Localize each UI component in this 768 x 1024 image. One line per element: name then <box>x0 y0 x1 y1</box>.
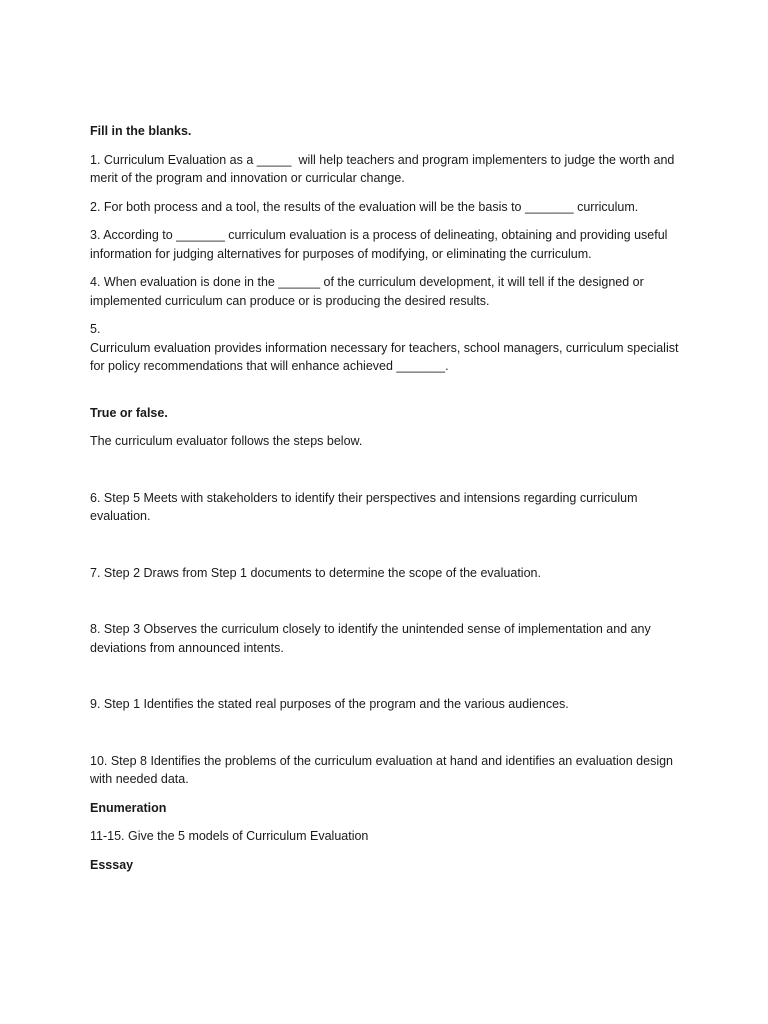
question-1: 1. Curriculum Evaluation as a _____ will help teachers and program implementers to judge the worth and merit of the program and innovation or curricular change. <box>90 152 678 185</box>
question-5: Curriculum evaluation provides information necessary for teachers, school managers, curriculum specialist for policy recommendations that will enhance achieved _______. <box>90 340 682 373</box>
true-false-intro: The curriculum evaluator follows the steps below. <box>90 434 363 448</box>
question-7: 7. Step 2 Draws from Step 1 documents to determine the scope of the evaluation. <box>90 565 541 580</box>
section-heading-enumeration: Enumeration <box>90 800 167 815</box>
question-8: 8. Step 3 Observes the curriculum closely to identify the unintended sense of implementation and any deviations from announced intents. <box>90 622 655 655</box>
document-page <box>90 122 690 884</box>
section-heading-essay: Esssay <box>90 857 134 872</box>
question-6: 6. Step 5 Meets with stakeholders to identify their perspectives and intensions regarding curriculum evaluation. <box>90 490 641 523</box>
section-heading-true-false: True or false. <box>90 405 168 420</box>
question-10: 10. Step 8 Identifies the problems of the curriculum evaluation at hand and identifies an evaluation design with needed data. <box>90 753 677 786</box>
section-heading-fill-in-blanks: Fill in the blanks. <box>90 124 192 138</box>
question-3: 3. According to _______ curriculum evaluation is a process of delineating, obtaining and providing useful information for judging alternatives for purposes of modifying, or eliminating the curriculum. <box>90 228 671 261</box>
question-5-number: 5. <box>90 322 101 336</box>
question-4: 4. When evaluation is done in the ______ of the curriculum development, it will tell if the designed or implemented curriculum can produce or is producing the desired results. <box>90 275 648 308</box>
question-9: 9. Step 1 Identifies the stated real purposes of the program and the various audiences. <box>90 697 569 711</box>
question-11-15: 11-15. Give the 5 models of Curriculum Evaluation <box>90 829 369 843</box>
question-2: 2. For both process and a tool, the results of the evaluation will be the basis to _______ curriculum. <box>90 199 639 214</box>
